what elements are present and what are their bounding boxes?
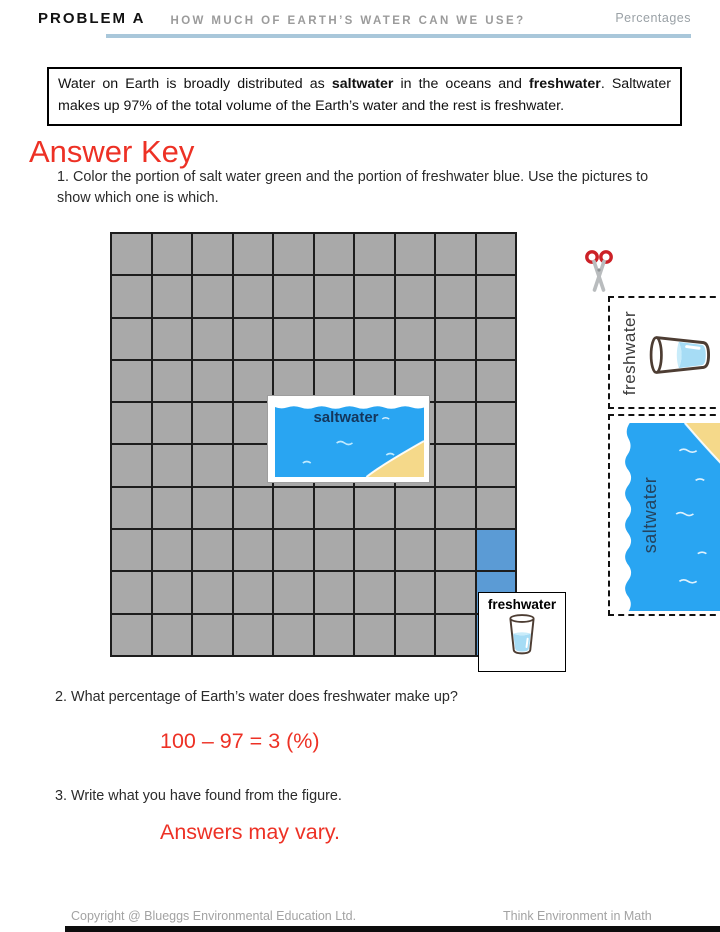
glass-of-water-icon [504,613,540,657]
grid-cell [396,572,435,612]
freshwater-term: freshwater [529,76,601,92]
freshwater-card-label: freshwater [487,597,557,612]
intro-part3: . Saltwater makes up 97% of the total volume of the Earth’s water and the rest is freshwater. [58,76,671,114]
grid-cell [234,530,273,570]
grid-cell-freshwater [477,530,516,570]
saltwater-cutout-piece [608,414,720,616]
saltwater-cutout-label: saltwater [640,476,660,554]
grid-cell [193,572,232,612]
grid-cell [355,615,394,655]
answer-key-heading: Answer Key [29,134,195,169]
grid-cell [274,615,313,655]
grid-cell [477,361,516,401]
grid-cell [153,615,192,655]
grid-cell [112,572,151,612]
grid-cell [396,276,435,316]
grid-cell [355,488,394,528]
grid-cell [153,445,192,485]
grid-cell [153,530,192,570]
grid-cell [315,488,354,528]
grid-cell [396,488,435,528]
grid-cell [112,361,151,401]
grid-cell [436,488,475,528]
grid-cell [193,319,232,359]
grid-cell [315,276,354,316]
ocean-icon [620,423,720,611]
grid-cell [477,403,516,443]
grid-cell [112,234,151,274]
grid-cell [153,361,192,401]
grid-cell [193,488,232,528]
footer-slogan: Think Environment in Math [503,909,652,923]
grid-cell [436,319,475,359]
grid-cell [153,403,192,443]
grid-cell [193,276,232,316]
grid-cell [436,276,475,316]
grid-cell [234,319,273,359]
grid-cell [112,445,151,485]
grid-cell [153,488,192,528]
topic-label: Percentages [615,11,691,25]
grid-cell [234,572,273,612]
grid-cell [436,361,475,401]
glass-of-water-icon [648,328,714,382]
freshwater-cutout-label: freshwater [620,310,639,395]
grid-cell [153,276,192,316]
question-3: 3. Write what you have found from the figure. [55,788,342,804]
grid-cell [315,572,354,612]
grid-cell [355,234,394,274]
question-1: 1. Color the portion of salt water green and the portion of freshwater blue. Use the pictures to show which one is which. [57,169,649,206]
scissors-icon [583,249,615,293]
grid-cell [153,319,192,359]
grid-cell [274,234,313,274]
grid-cell [477,319,516,359]
problem-label: PROBLEM A [38,10,146,27]
grid-cell [315,615,354,655]
grid-cell [274,530,313,570]
question-2-answer: 100 – 97 = 3 (%) [160,729,320,753]
header-rule [106,34,691,38]
grid-cell [234,488,273,528]
grid-cell [396,319,435,359]
grid-cell [112,488,151,528]
grid-cell [396,615,435,655]
grid-cell [112,530,151,570]
grid-cell [274,488,313,528]
footer-copyright: Copyright @ Blueggs Environmental Education Ltd. [71,909,357,923]
grid-cell [193,403,232,443]
grid-cell [436,445,475,485]
page-title: HOW MUCH OF EARTH’S WATER CAN WE USE? [170,15,526,27]
grid-cell [477,445,516,485]
saltwater-term: saltwater [331,76,394,92]
grid-cell [477,276,516,316]
freshwater-cutout-piece [608,296,720,409]
grid-cell [274,319,313,359]
freshwater-picture-card [478,592,566,672]
intro-part2: in the oceans and [393,76,530,92]
grid-cell [477,234,516,274]
grid-cell [355,572,394,612]
grid-cell [234,234,273,274]
saltwater-picture-card [267,395,430,483]
grid-cell [315,234,354,274]
grid-cell [112,276,151,316]
grid-cell [436,234,475,274]
saltwater-card-label: saltwater [313,409,379,426]
grid-cell [153,572,192,612]
intro-part1: Water on Earth is broadly distributed as [58,76,332,92]
grid-cell [436,615,475,655]
grid-cell [436,530,475,570]
grid-cell [153,234,192,274]
grid-cell [355,319,394,359]
grid-cell [315,530,354,570]
grid-cell [193,361,232,401]
grid-cell [193,234,232,274]
intro-text-box [47,67,682,126]
grid-cell [234,276,273,316]
grid-cell [234,615,273,655]
grid-cell [274,572,313,612]
grid-cell [355,276,394,316]
grid-cell [112,403,151,443]
grid-cell [193,615,232,655]
grid-cell [193,530,232,570]
grid-cell [436,572,475,612]
question-3-answer: Answers may vary. [160,820,340,844]
grid-cell [396,530,435,570]
grid-cell [396,234,435,274]
page-bottom-bar [65,926,720,932]
grid-cell [274,276,313,316]
grid-cell [436,403,475,443]
grid-cell [355,530,394,570]
grid-cell [193,445,232,485]
grid-cell [477,488,516,528]
grid-cell [112,319,151,359]
question-2: 2. What percentage of Earth’s water does freshwater make up? [55,689,458,705]
grid-cell [112,615,151,655]
grid-cell [315,319,354,359]
